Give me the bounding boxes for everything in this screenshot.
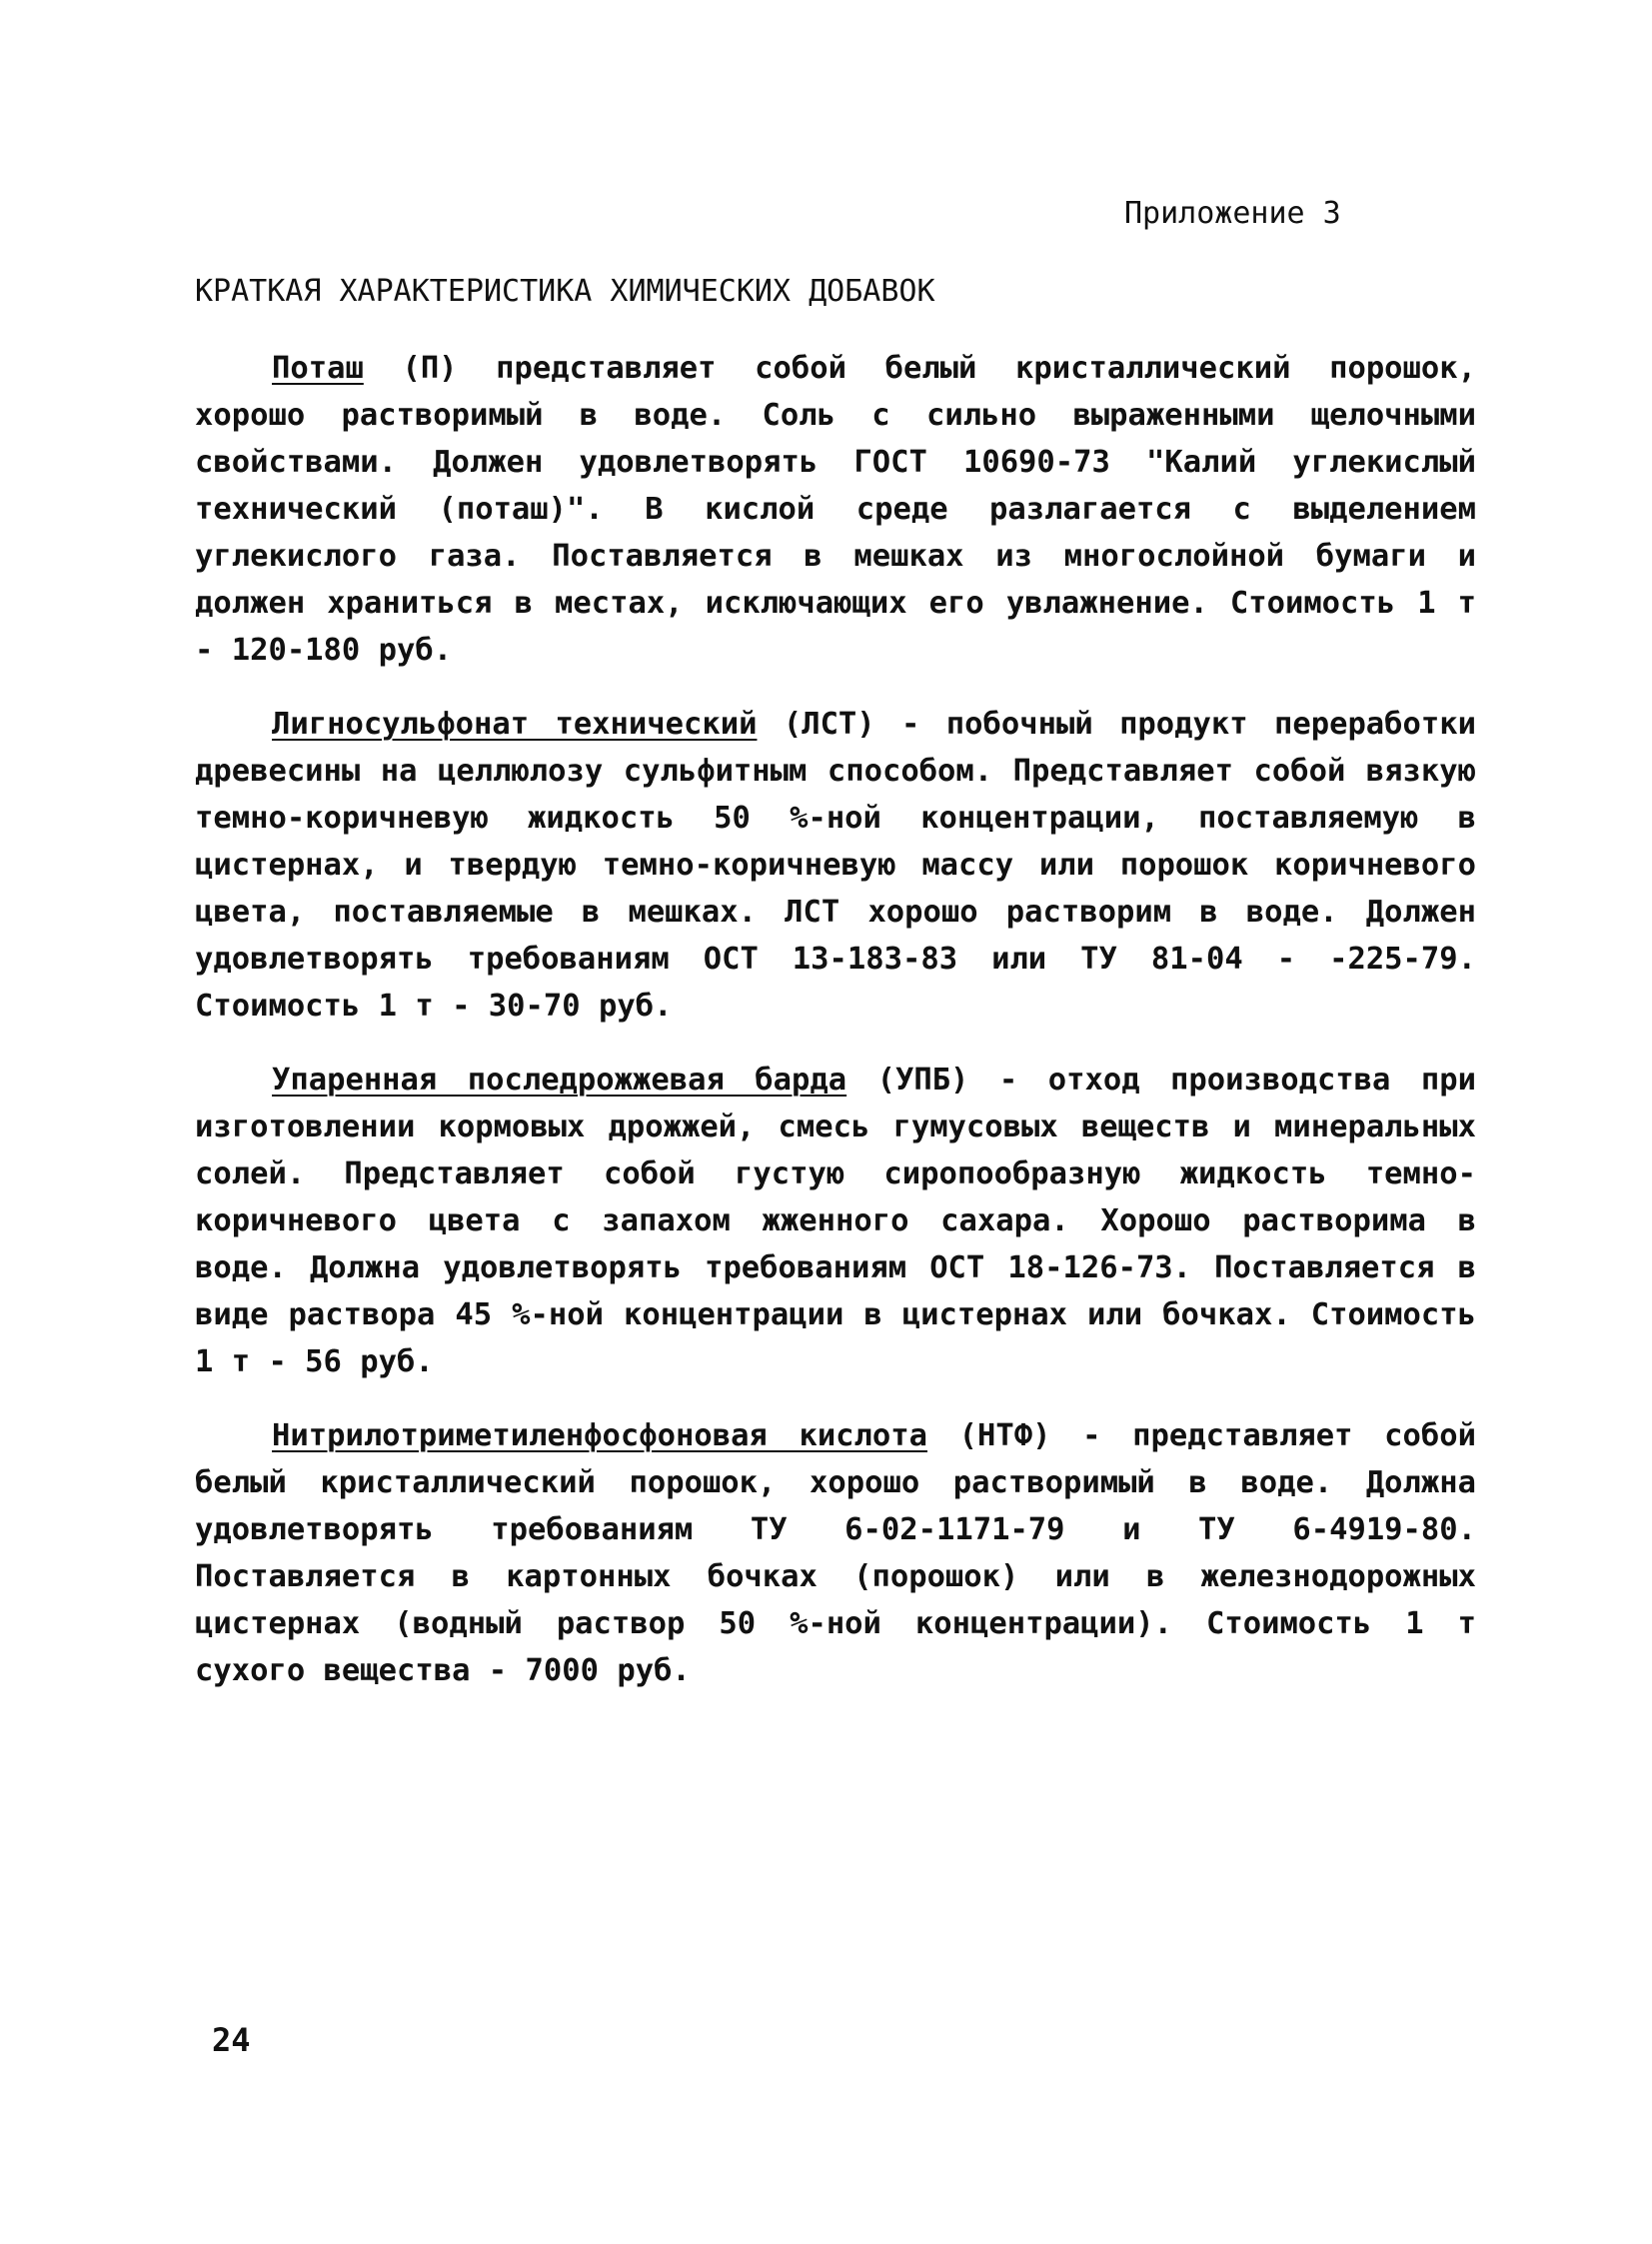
document-title: КРАТКАЯ ХАРАКТЕРИСТИКА ХИМИЧЕСКИХ ДОБАВОК bbox=[195, 274, 935, 309]
paragraph-ntf-text: (НТФ) - представляет собой белый кристаллический порошок, хорошо растворимый в воде. Должна удовлетворять требованиям ТУ 6-02-1171-79 и ТУ 6-4919-80. Поставляется в картонных бочках (порошок) или в железнодорожных цистернах (водный раствор 50 %-ной концентрации). Стоимость 1 т сухого вещества - 7000 руб. bbox=[195, 1418, 1476, 1688]
paragraph-ntf bbox=[195, 1412, 1476, 1694]
page-number: 24 bbox=[212, 2021, 251, 2059]
appendix-label: Приложение 3 bbox=[1124, 196, 1341, 231]
paragraph-upb bbox=[195, 1057, 1476, 1385]
paragraph-potash-text: (П) представляет собой белый кристаллический порошок, хорошо растворимый в воде. Соль с сильно выраженными щелочными свойствами. Должен удовлетворять ГОСТ 10690-73 "Калий углекислый технический (поташ)". В кислой среде разлагается с выделением углекислого газа. Поставляется в мешках из многослойной бумаги и должен храниться в местах, исключающих его увлажнение. Стоимость 1 т - 120-180 руб. bbox=[195, 351, 1476, 668]
term-lst: Лигносульфонат технический bbox=[272, 707, 758, 742]
paragraph-lst-text: (ЛСТ) - побочный продукт переработки древесины на целлюлозу сульфитным способом. Представляет собой вязкую темно-коричневую жидкость 50 %-ной концентрации, поставляемую в цистернах, и твердую темно-коричневую массу или порошок коричневого цвета, поставляемые в мешках. ЛСТ хорошо растворим в воде. Должен удовлетворять требованиям ОСТ 13-183-83 или ТУ 81-04 - -225-79. Стоимость 1 т - 30-70 руб. bbox=[195, 707, 1476, 1024]
term-ntf: Нитрилотриметиленфосфоновая кислота bbox=[272, 1418, 927, 1453]
term-upb: Упаренная последрожжевая барда bbox=[272, 1063, 847, 1098]
term-potash: Поташ bbox=[272, 351, 364, 386]
paragraph-upb-text: (УПБ) - отход производства при изготовлении кормовых дрожжей, смесь гумусовых веществ и минеральных солей. Представляет собой густую сиропообразную жидкость темно-коричневого цвета с запахом жженного сахара. Хорошо растворима в воде. Должна удовлетворять требованиям ОСТ 18-126-73. Поставляется в виде раствора 45 %-ной концентрации в цистернах или бочках. Стоимость 1 т - 56 руб. bbox=[195, 1063, 1476, 1379]
paragraph-lst bbox=[195, 701, 1476, 1030]
paragraph-potash bbox=[195, 345, 1476, 674]
document-body bbox=[195, 345, 1476, 1721]
